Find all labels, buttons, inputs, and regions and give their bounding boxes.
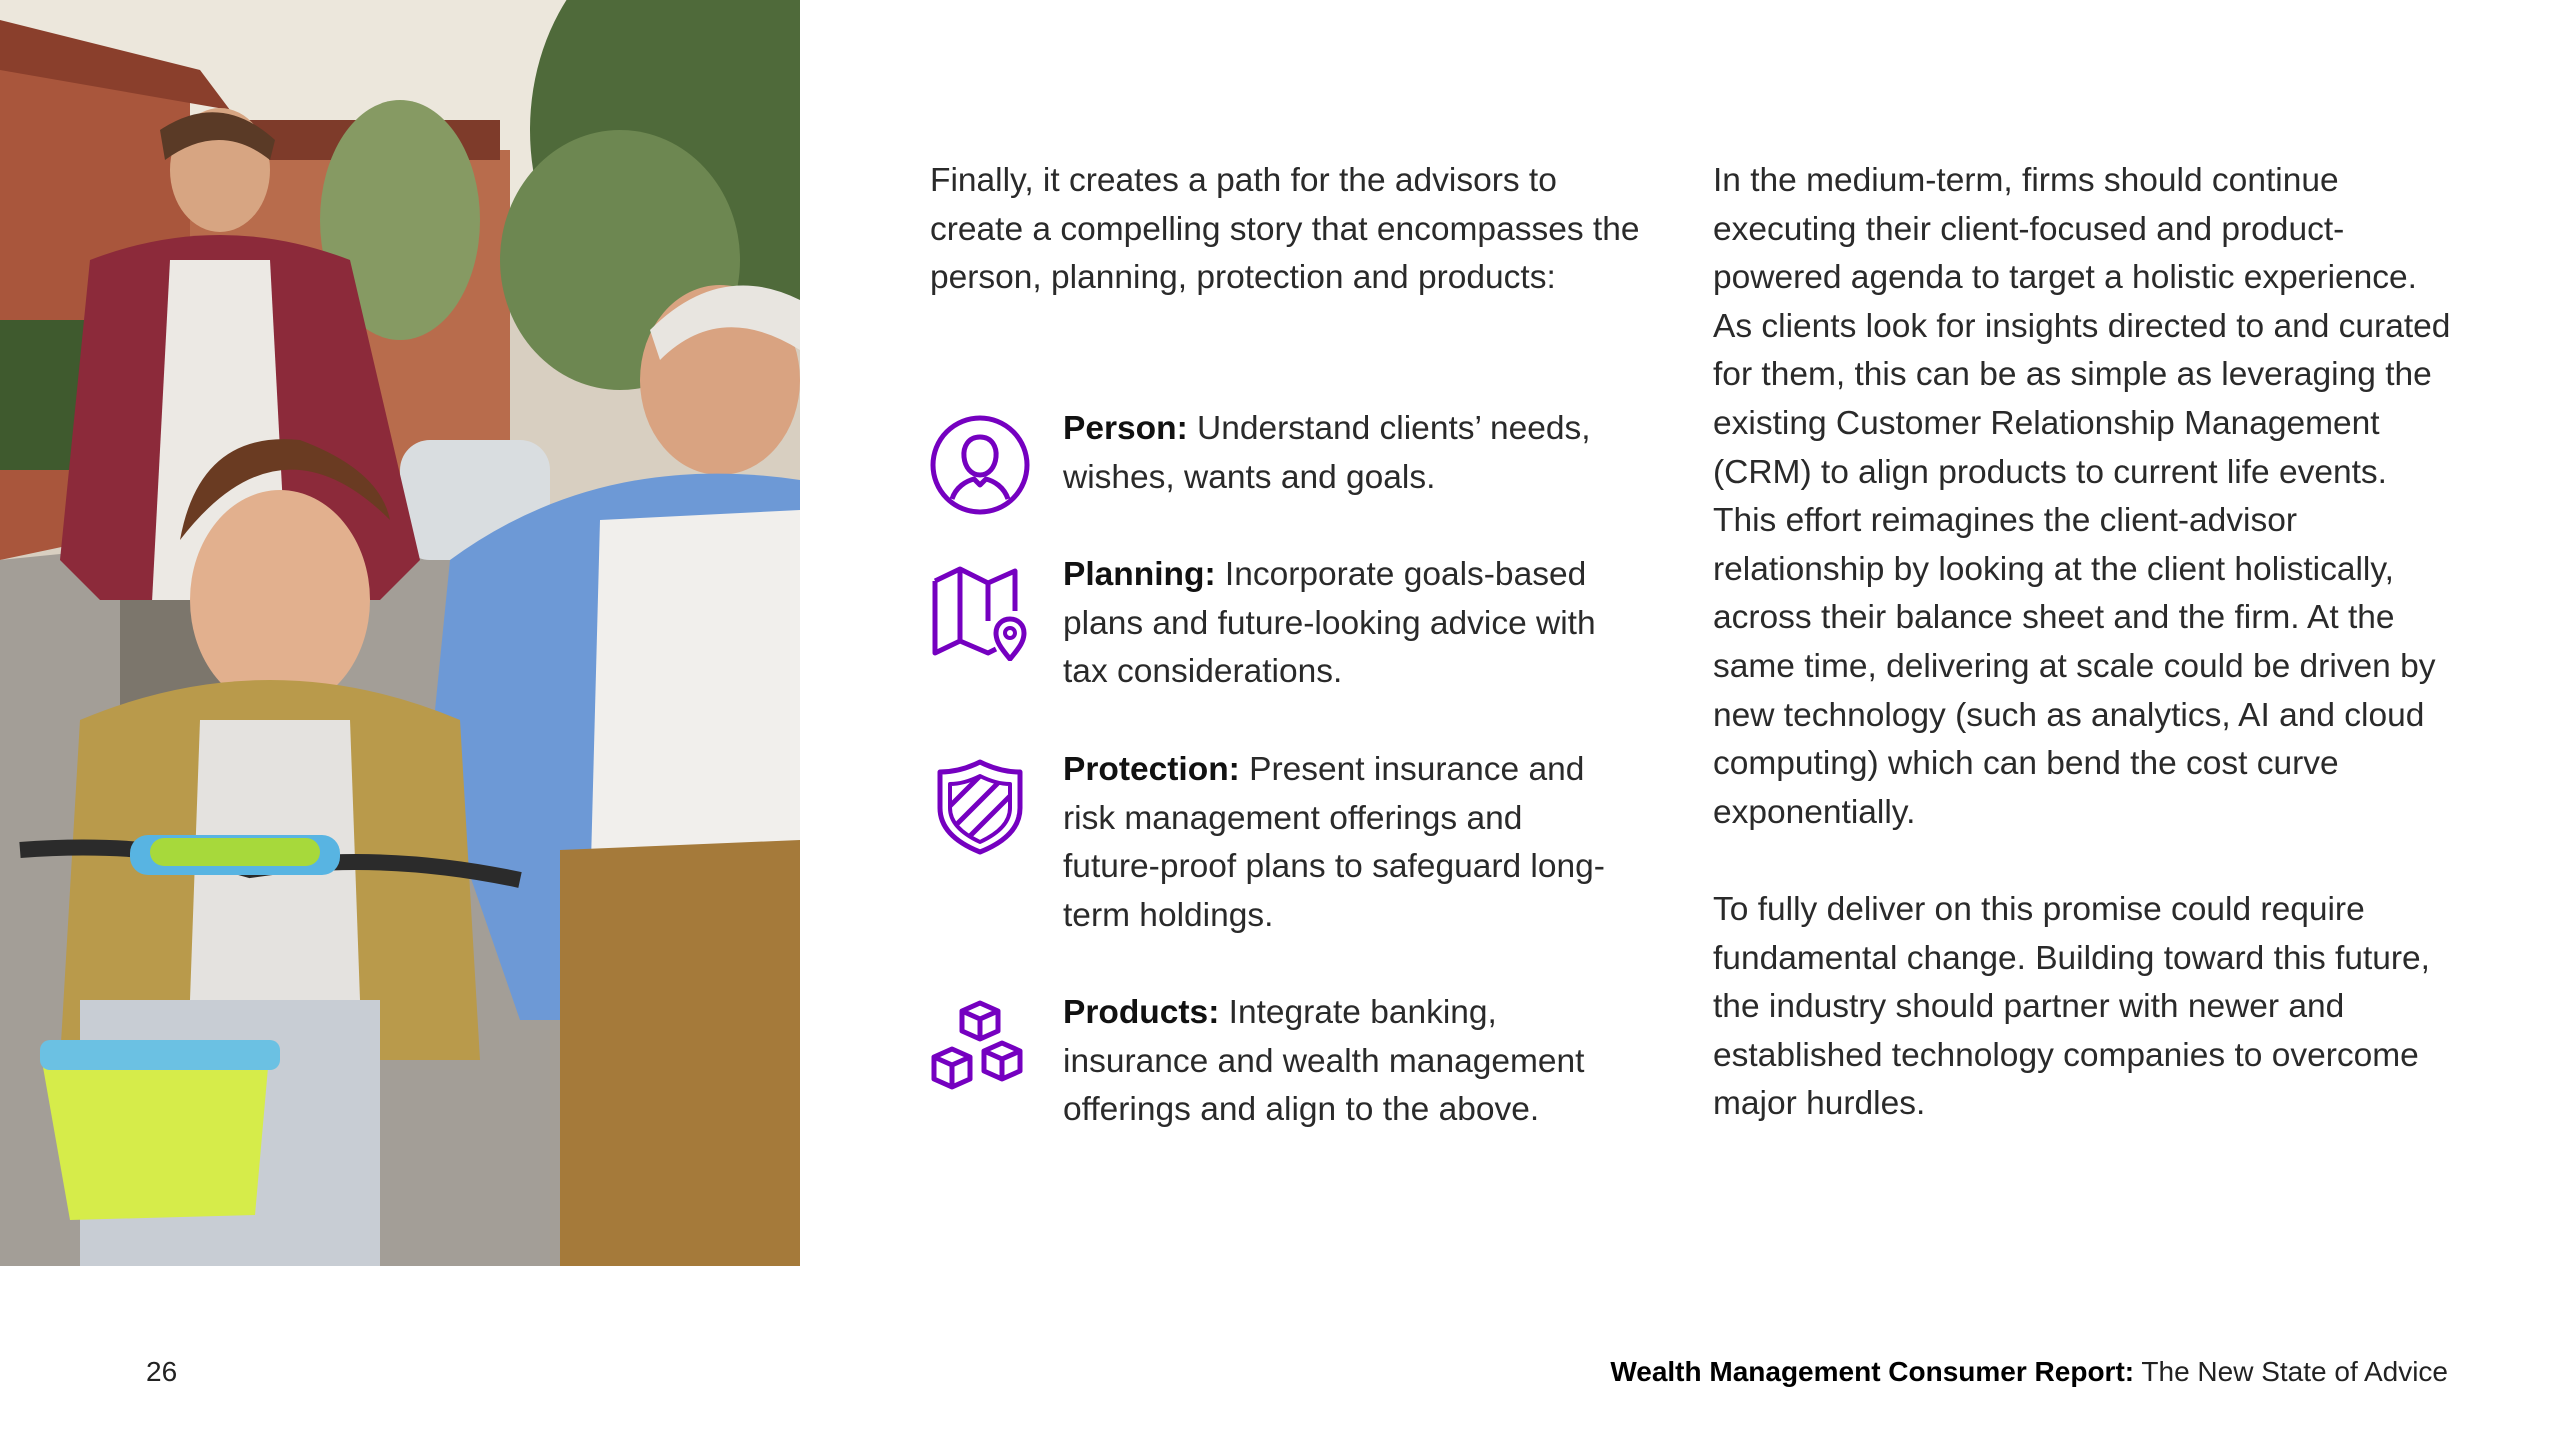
pillar-body: Understand clients’ needs, wishes, wants and goals. [1063, 410, 1591, 496]
right-column [1713, 157, 2453, 1129]
intro-paragraph: Finally, it creates a path for the advisors to create a compelling story that encompasses the person, planning, protection and products: [930, 162, 1640, 297]
paragraph-medium-term: In the medium-term, firms should continue executing their client-focused and product-powered agenda to target a holistic experience. As clients look for insights directed to and curated for them, this can be as simple as leveraging the existing Customer Relationship Management (CRM) to align products to current life events. This effort reimagines the client-advisor relationship by looking at the client holistically, across their balance sheet and the firm. At the same time, delivering at scale could be driven by new technology (such as analytics, AI and cloud computing) which can bend the cost curve exponentially. [1713, 162, 2451, 831]
shield-icon [930, 756, 1030, 856]
person-icon [930, 415, 1030, 515]
pillar-body: Incorporate goals-based plans and future-looking advice with tax considerations. [1063, 556, 1596, 691]
paragraph-fundamental-change: To fully deliver on this promise could require fundamental change. Building toward this future, the industry should partner with newer and established technology companies to overcome major hurdles. [1713, 890, 2430, 1123]
pillar-title: Planning: [1063, 556, 1216, 593]
pillar-body: Present insurance and risk management offerings and future-proof plans to safeguard long-term holdings. [1063, 751, 1605, 934]
pillar-title: Products: [1063, 994, 1220, 1031]
map-pin-icon [930, 561, 1030, 661]
page-number: 26 [146, 1356, 178, 1387]
pillar-title: Person: [1063, 410, 1188, 447]
report-subtitle: The New State of Advice [2141, 1356, 2448, 1387]
pillar-body: Integrate banking, insurance and wealth management offerings and align to the above. [1063, 994, 1585, 1129]
pillar-title: Protection: [1063, 751, 1240, 788]
report-title-bold: Wealth Management Consumer Report: [1610, 1356, 2135, 1387]
cubes-icon [930, 999, 1030, 1099]
report-title [1610, 1356, 2448, 1388]
hero-photo [0, 0, 800, 1266]
photo-family-bicycle [0, 0, 800, 1266]
